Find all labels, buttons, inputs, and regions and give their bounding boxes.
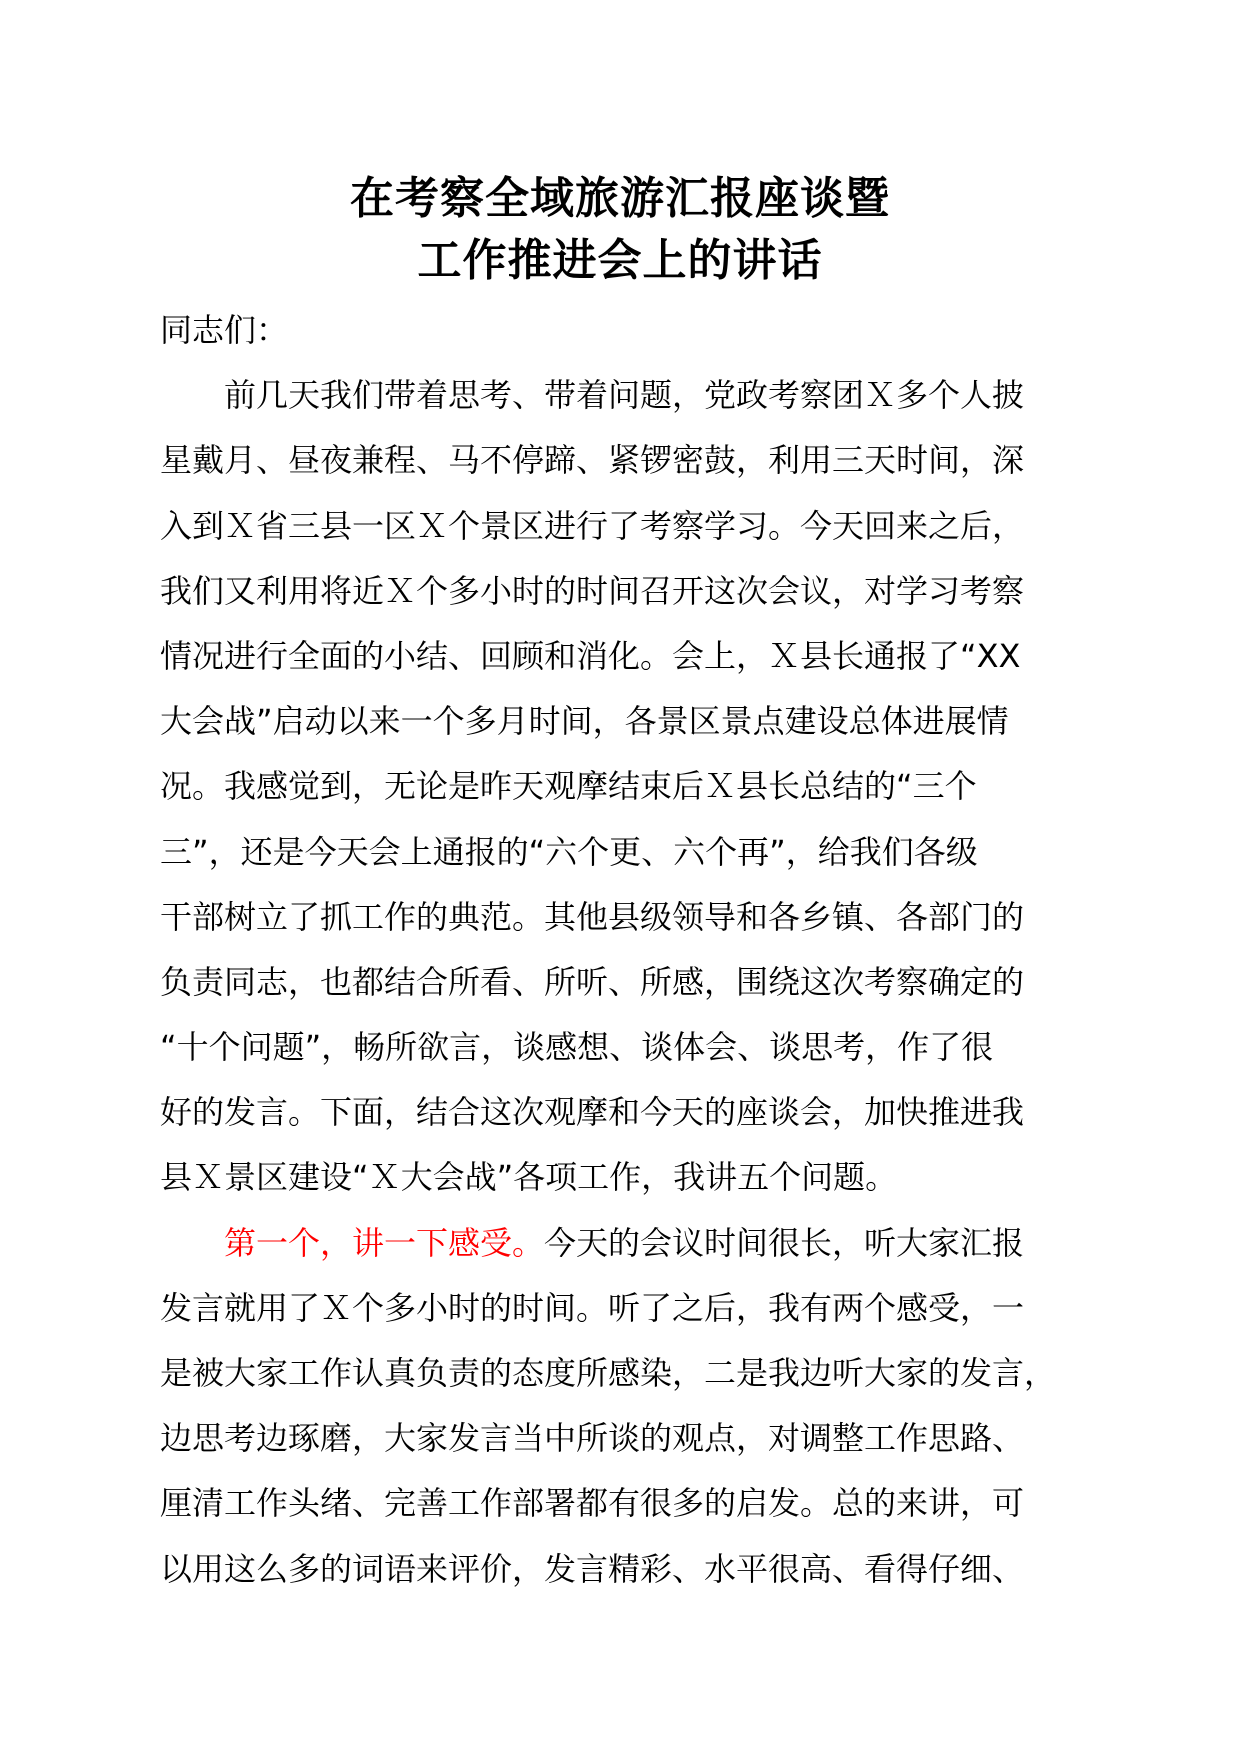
paragraph-line: 前几天我们带着思考、带着问题，党政考察团Ｘ多个人披 xyxy=(224,376,1025,415)
paragraph-line: “十个问题”，畅所欲言，谈感想、谈体会、谈思考，作了很 xyxy=(160,1028,994,1067)
title-line-1: 在考察全域旅游汇报座谈暨 xyxy=(350,173,890,224)
paragraph-line xyxy=(160,1211,1100,1276)
paragraph-2 xyxy=(160,1211,1100,1602)
title-line-2: 工作推进会上的讲话 xyxy=(417,235,823,286)
paragraph-line: 厘清工作头绪、完善工作部署都有很多的启发。总的来讲，可 xyxy=(160,1484,1025,1523)
document-body xyxy=(160,298,1100,1602)
paragraph-line: 是被大家工作认真负责的态度所感染，二是我边听大家的发言， xyxy=(160,1354,1057,1392)
paragraph-line: 县Ｘ景区建设“Ｘ大会战”各项工作，我讲五个问题。 xyxy=(160,1158,898,1197)
document-title xyxy=(0,168,1240,292)
paragraph-text: 今天的会议时间很长，听大家汇报 xyxy=(544,1223,1025,1262)
paragraph-line: 发言就用了Ｘ个多小时的时间。听了之后，我有两个感受，一 xyxy=(160,1288,1025,1327)
paragraph-line: 入到Ｘ省三县一区Ｘ个景区进行了考察学习。今天回来之后， xyxy=(160,506,1025,545)
paragraph-line: 情况进行全面的小结、回顾和消化。会上，Ｘ县长通报了“XX xyxy=(160,636,1021,675)
paragraph-line: 我们又利用将近Ｘ个多小时的时间召开这次会议，对学习考察 xyxy=(160,571,1025,610)
paragraph-line: 大会战”启动以来一个多月时间，各景区景点建设总体进展情 xyxy=(160,702,1009,741)
paragraph-line: 星戴月、昼夜兼程、马不停蹄、紧锣密鼓，利用三天时间，深 xyxy=(160,441,1025,480)
section-heading: 第一个，讲一下感受。 xyxy=(224,1223,545,1262)
paragraph-line: 负责同志，也都结合所看、所听、所感，围绕这次考察确定的 xyxy=(160,962,1025,1001)
paragraph-line: 以用这么多的词语来评价，发言精彩、水平很高、看得仔细、 xyxy=(160,1549,1025,1588)
paragraph-line: 好的发言。下面，结合这次观摩和今天的座谈会，加快推进我 xyxy=(160,1093,1025,1132)
salutation: 同志们： xyxy=(160,311,289,349)
paragraph-1 xyxy=(160,363,1100,1210)
paragraph-line: 三”，还是今天会上通报的“六个更、六个再”，给我们各级 xyxy=(160,832,978,871)
paragraph-line: 况。我感觉到，无论是昨天观摩结束后Ｘ县长总结的“三个 xyxy=(160,767,977,806)
paragraph-line: 干部树立了抓工作的典范。其他县级领导和各乡镇、各部门的 xyxy=(160,897,1025,936)
paragraph-line: 边思考边琢磨，大家发言当中所谈的观点，对调整工作思路、 xyxy=(160,1419,1025,1458)
